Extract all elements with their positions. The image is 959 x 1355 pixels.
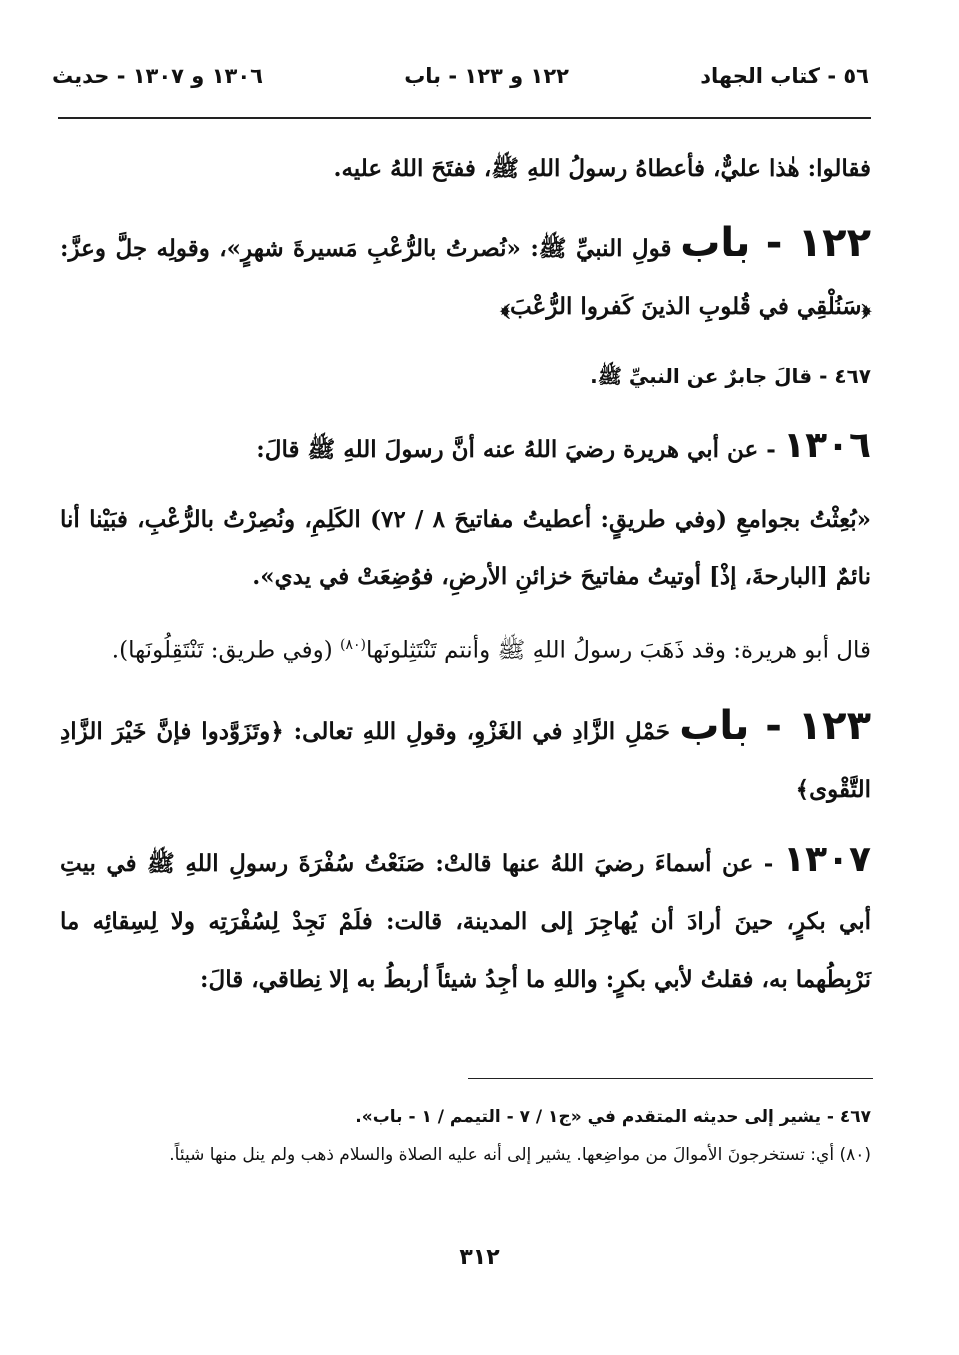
comment-variant: (وفي طريق: تَنْتَقِلُونَها). xyxy=(111,637,333,664)
bab-123-number: ١٢٣ - باب xyxy=(679,702,871,749)
hadith-1307 xyxy=(60,831,871,1009)
bab-122-heading xyxy=(60,215,871,336)
header-bab: ١٢٢ و ١٢٣ - باب xyxy=(404,64,569,88)
running-header xyxy=(52,60,869,100)
header-rule xyxy=(58,117,871,119)
comment-text: قال أبو هريرة: وقد ذَهَبَ رسولُ اللهِ ﷺ وأنتم تَنْتَثِلونَها xyxy=(365,637,871,664)
bab-122-text: قولِ النبيِّ ﷺ: «نُصرتُ بالرُّعْبِ مَسيرةَ شهرٍ»، وقولِه جلَّ وعزَّ: ﴿سَنُلْقِي في قُلوبِ الذينَ كَفروا الرُّعْبَ﴾ xyxy=(60,235,871,320)
hadith-1306-chain: - عن أبي هريرة رضيَ اللهُ عنه أنَّ رسولَ اللهِ ﷺ قالَ: xyxy=(256,436,776,463)
hadith-1306-comment xyxy=(60,617,871,680)
page-number: ٣١٢ xyxy=(459,1245,500,1270)
header-hadith: ١٣٠٦ و ١٣٠٧ - حديث xyxy=(52,64,263,88)
header-chapter: ٥٦ - كتاب الجهاد xyxy=(700,64,869,88)
hadith-1306-number: ١٣٠٦ xyxy=(783,425,871,466)
hadith-1307-number: ١٣٠٧ xyxy=(783,838,872,880)
hadith-1306-intro xyxy=(60,417,871,479)
bab-123-heading xyxy=(60,698,871,819)
footnote-ref-80[interactable]: (٨٠) xyxy=(340,637,366,653)
main-text xyxy=(60,140,871,1009)
footnote-rule xyxy=(468,1078,873,1079)
footnote-80: (٨٠) أي: تستخرجونَ الأموالَ من مواضِعها. يشير إلى أنه عليه الصلاة والسلام ذهب ولم ينل منها شيئاً. xyxy=(169,1145,871,1165)
bab-122-number: ١٢٢ - باب xyxy=(680,220,871,266)
footnotes xyxy=(62,1098,871,1174)
footnote-467: ٤٦٧ - يشير إلى حديثه المتقدم في «ج١ / ٧ - التيمم / ١ - باب». xyxy=(355,1107,871,1127)
bab-123-text: حَمْلِ الزَّادِ في الغَزْوِ، وقولِ اللهِ تعالى: ﴿وتَزَوَّدوا فإنَّ خَيْرَ الزَّادِ التَّقْوى﴾ xyxy=(60,717,871,803)
intro-line: فقالوا: هٰذا عليٌّ، فأعطاهُ رسولُ اللهِ ﷺ، ففتَحَ اللهُ عليه. xyxy=(333,155,871,182)
hadith-1307-text: - عن أسماءَ رضيَ اللهُ عنها قالتْ: صَنَعْتُ سُفْرَةَ رسولِ اللهِ ﷺ في بيتِ أبي بكرٍ، حينَ أرادَ أن يُهاجِرَ إلى المدينة، قالت: فلَمْ نَجِدْ لِسُفْرَتِه ولا لِسِقائِه ما نَرْبِطُهما به، فقلتُ لأبي بكرٍ: واللهِ ما أجِدُ شيئاً أربطُ به إلا نِطاقي، قالَ: xyxy=(60,849,871,993)
ref-467: ٤٦٧ - قالَ جابرٌ عن النبيِّ ﷺ. xyxy=(590,364,871,388)
hadith-1306-text: «بُعِثْتُ بجوامعِ (وفي طريقٍ: أعطيتُ مفاتيحَ ٨ / ٧٢) الكَلِمِ، ونُصِرْتُ بالرُّعْبِ، فبَيْنا أنا نائمٌ [البارحةَ، إذْ] أوتيتُ مفاتيحَ خزائنِ الأرضِ، فوُضِعَتْ في يدي». xyxy=(60,506,872,590)
